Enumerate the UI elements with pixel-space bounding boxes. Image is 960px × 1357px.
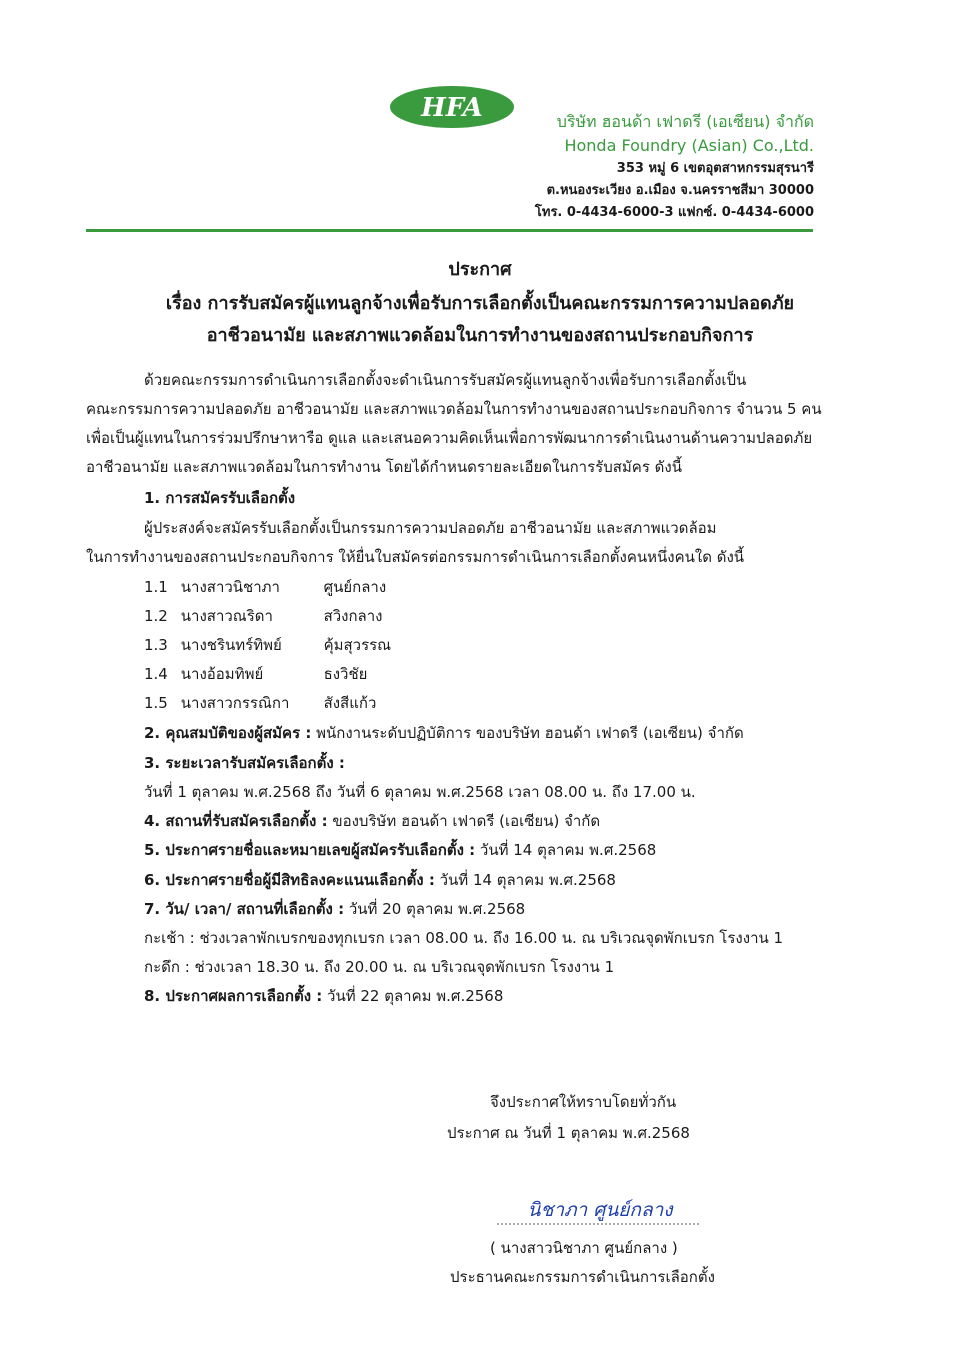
subject-line-2: อาชีวอนามัย และสภาพแวดล้อมในการทำงานของสถานประกอบกิจการ <box>206 325 754 346</box>
candidate-last-name: คุ้มสุวรรณ <box>323 636 392 654</box>
intro-line: เพื่อเป็นผู้แทนในการร่วมปรึกษาหารือ ดูแล และเสนอความคิดเห็นเพื่อการพัฒนาการดำเนินงานด้านความปลอดภัย <box>86 429 813 447</box>
company-address-1: 353 หมู่ 6 เขตอุตสาหกรรมสุรนารี <box>616 161 814 176</box>
candidate-first-name: นางอ้อมทิพย์ <box>180 665 264 683</box>
section-3-label: 3. ระยะเวลารับสมัครเลือกตั้ง : <box>144 754 345 772</box>
signer-position: ประธานคณะกรรมการดำเนินการเลือกตั้ง <box>450 1268 715 1286</box>
signature-text: นิชาภา ศูนย์กลาง <box>527 1199 673 1221</box>
candidate-row <box>144 575 386 599</box>
subject-line-1: เรื่อง การรับสมัครผู้แทนลูกจ้างเพื่อรับการเลือกตั้งเป็นคณะกรรมการความปลอดภัย <box>165 293 795 314</box>
section-2 <box>144 721 744 745</box>
section-5-label: 5. ประกาศรายชื่อและหมายเลขผู้สมัครรับเลือกตั้ง : <box>144 841 476 859</box>
candidate-number: 1.3 <box>144 636 168 654</box>
section-6-label: 6. ประกาศรายชื่อผู้มีสิทธิลงคะแนนเลือกตั้ง : <box>144 871 435 889</box>
candidate-number: 1.1 <box>144 578 168 596</box>
section-4 <box>144 809 600 833</box>
closing-date: ประกาศ ณ วันที่ 1 ตุลาคม พ.ศ.2568 <box>447 1124 690 1142</box>
candidate-last-name: ศูนย์กลาง <box>323 578 387 596</box>
signature <box>495 1192 705 1228</box>
section-8-value: วันที่ 22 ตุลาคม พ.ศ.2568 <box>322 987 504 1005</box>
section-2-label: 2. คุณสมบัติของผู้สมัคร : <box>144 724 312 742</box>
section-6-value: วันที่ 14 ตุลาคม พ.ศ.2568 <box>434 871 616 889</box>
section-8-label: 8. ประกาศผลการเลือกตั้ง : <box>144 987 323 1005</box>
page-title: ประกาศ <box>448 259 512 280</box>
candidate-first-name: นางสาวนิชาภา <box>180 578 280 596</box>
candidate-row <box>144 604 383 628</box>
company-info <box>535 110 814 224</box>
candidate-last-name: สังสีแก้ว <box>323 694 377 712</box>
section-7-value: วันที่ 20 ตุลาคม พ.ศ.2568 <box>344 900 526 918</box>
hfa-logo <box>388 84 516 130</box>
section-7 <box>144 897 525 921</box>
section-2-value: พนักงานระดับปฏิบัติการ ของบริษัท ฮอนด้า เฟาดรี (เอเซียน) จำกัด <box>311 724 744 742</box>
company-address-2: ต.หนองระเวียง อ.เมือง จ.นครราชสีมา 30000 <box>546 183 814 198</box>
section-4-value: ของบริษัท ฮอนด้า เฟาดรี (เอเซียน) จำกัด <box>327 812 601 830</box>
section-5-value: วันที่ 14 ตุลาคม พ.ศ.2568 <box>475 841 657 859</box>
header-divider <box>86 229 813 232</box>
candidate-row <box>144 691 376 715</box>
candidate-number: 1.4 <box>144 665 168 683</box>
section-1-text: ผู้ประสงค์จะสมัครรับเลือกตั้งเป็นกรรมการความปลอดภัย อาชีวอนามัย และสภาพแวดล้อม <box>144 519 717 537</box>
candidate-row <box>144 633 391 657</box>
candidate-row <box>144 662 367 686</box>
section-7-day-shift: กะเช้า : ช่วงเวลาพักเบรกของทุกเบรก เวลา 08.00 น. ถึง 16.00 น. ณ บริเวณจุดพักเบรก โรงงาน 1 <box>144 929 784 947</box>
company-contact: โทร. 0-4434-6000-3 แฟกซ์. 0-4434-6000 <box>534 205 814 220</box>
company-name-en: Honda Foundry (Asian) Co.,Ltd. <box>564 136 814 155</box>
candidate-first-name: นางชรินทร์ทิพย์ <box>180 636 282 654</box>
candidate-number: 1.2 <box>144 607 168 625</box>
company-name-th: บริษัท ฮอนด้า เฟาดรี (เอเซียน) จำกัด <box>556 112 814 131</box>
signer-name: ( นางสาวนิชาภา ศูนย์กลาง ) <box>490 1239 678 1257</box>
section-7-night-shift: กะดึก : ช่วงเวลา 18.30 น. ถึง 20.00 น. ณ บริเวณจุดพักเบรก โรงงาน 1 <box>144 958 615 976</box>
section-1-text: ในการทำงานของสถานประกอบกิจการ ให้ยื่นใบสมัครต่อกรรมการดำเนินการเลือกตั้งคนหนึ่งคนใด ดังนี้ <box>86 548 745 566</box>
section-1-heading: 1. การสมัครรับเลือกตั้ง <box>144 489 296 507</box>
section-8 <box>144 984 503 1008</box>
intro-paragraph <box>86 366 876 482</box>
intro-line: ด้วยคณะกรรมการดำเนินการเลือกตั้งจะดำเนินการรับสมัครผู้แทนลูกจ้างเพื่อรับการเลือกตั้งเป็น <box>144 371 747 389</box>
section-7-label: 7. วัน/ เวลา/ สถานที่เลือกตั้ง : <box>144 900 345 918</box>
candidate-first-name: นางสาวณริดา <box>180 607 273 625</box>
section-3-value: วันที่ 1 ตุลาคม พ.ศ.2568 ถึง วันที่ 6 ตุลาคม พ.ศ.2568 เวลา 08.00 น. ถึง 17.00 น. <box>144 783 696 801</box>
section-5 <box>144 838 656 862</box>
logo-text: HFA <box>421 93 483 123</box>
closing-announce: จึงประกาศให้ทราบโดยทั่วกัน <box>490 1093 677 1111</box>
section-6 <box>144 868 616 892</box>
intro-line: อาชีวอนามัย และสภาพแวดล้อมในการทำงาน โดยได้กำหนดรายละเอียดในการรับสมัคร ดังนี้ <box>86 458 682 476</box>
candidate-number: 1.5 <box>144 694 168 712</box>
candidate-last-name: ธงวิชัย <box>323 665 368 683</box>
intro-line: คณะกรรมการความปลอดภัย อาชีวอนามัย และสภาพแวดล้อมในการทำงานของสถานประกอบกิจการ จำนวน 5 คน <box>86 400 822 418</box>
candidate-first-name: นางสาวกรรณิกา <box>180 694 290 712</box>
candidate-last-name: สวิงกลาง <box>323 607 383 625</box>
section-4-label: 4. สถานที่รับสมัครเลือกตั้ง : <box>144 812 328 830</box>
